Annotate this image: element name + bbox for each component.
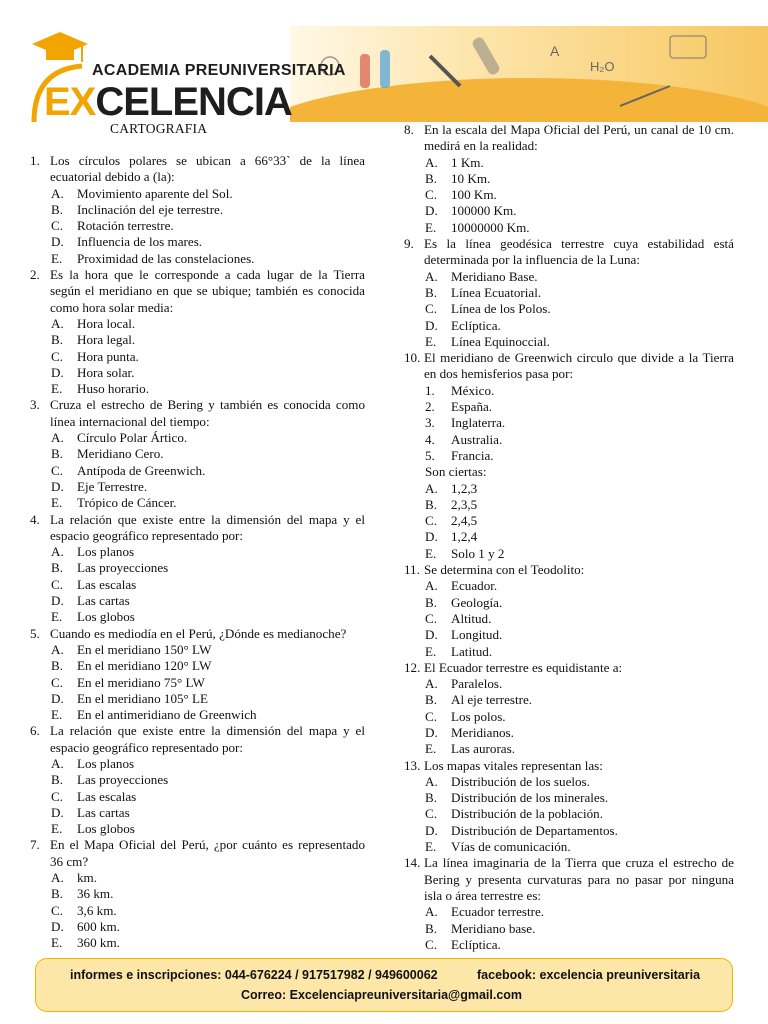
question-text: Es la hora que le corresponde a cada lugar de la Tierra según el meridiano en que se ubique; también es conocida como hora solar media: [50, 267, 365, 315]
answer-option [404, 155, 734, 171]
option-text: Longitud. [451, 627, 503, 643]
answer-option [404, 774, 734, 790]
option-text: Meridianos. [451, 724, 514, 740]
page-title: CARTOGRAFIA [110, 121, 208, 136]
answer-option [404, 921, 734, 937]
option-letter: E. [51, 381, 63, 397]
option-letter: E. [425, 545, 437, 561]
question [30, 267, 365, 316]
answer-option [404, 334, 734, 350]
option-letter: D. [425, 529, 438, 545]
option-text: Paralelos. [451, 676, 503, 692]
option-letter: D. [51, 918, 64, 934]
option-text: 1,2,4 [451, 529, 478, 545]
option-letter: E. [425, 741, 437, 757]
question-text: El meridiano de Greenwich circulo que divide a la Tierra en dos hemisferios pasa por: [424, 350, 734, 382]
option-text: Los globos [77, 609, 135, 625]
answer-option [30, 446, 365, 462]
option-text: Meridiano Base. [451, 268, 538, 284]
question [30, 512, 365, 545]
option-text: Rotación terrestre. [77, 218, 174, 234]
option-text: 36 km. [77, 886, 114, 902]
option-text: En el meridiano 150° LW [77, 641, 212, 657]
option-text: Hora solar. [77, 364, 135, 380]
option-letter: E. [425, 219, 437, 235]
option-text: Geología. [451, 594, 503, 610]
option-text: Solo 1 y 2 [451, 545, 505, 561]
answer-option [30, 642, 365, 658]
option-letter: A. [51, 755, 64, 771]
option-letter: C. [425, 187, 438, 203]
option-letter: D. [51, 478, 64, 494]
answer-option [404, 595, 734, 611]
option-text: Latitud. [451, 643, 493, 659]
option-letter: A. [51, 641, 64, 657]
option-text: Australia. [451, 431, 503, 447]
option-letter: 3. [425, 415, 435, 431]
option-text: 1,2,3 [451, 480, 478, 496]
option-letter: D. [51, 364, 64, 380]
option-text: Los planos [77, 544, 135, 560]
question-block [30, 512, 365, 626]
option-letter: B. [425, 284, 438, 300]
question-number: 3. [30, 397, 40, 413]
answer-option [404, 497, 734, 513]
answer-option [404, 904, 734, 920]
question-block [30, 837, 365, 951]
option-text: Las proyecciones [77, 560, 169, 576]
option-text: Antípoda de Greenwich. [77, 462, 206, 478]
academy-name-line1: ACADEMIA PREUNIVERSITARIA [92, 62, 346, 79]
question [404, 562, 734, 578]
question-text: El Ecuador terrestre es equidistante a: [424, 659, 623, 675]
option-text: Línea Equinoccial. [451, 333, 550, 349]
answer-option [404, 383, 734, 399]
option-letter: D. [425, 203, 438, 219]
answer-option [404, 529, 734, 545]
option-letter: 1. [425, 382, 435, 398]
question [30, 723, 365, 756]
question-block [30, 626, 365, 724]
option-text: México. [451, 382, 495, 398]
option-text: Eclíptica. [451, 936, 501, 952]
option-text: 600 km. [77, 918, 120, 934]
option-text: km. [77, 870, 98, 886]
question-block [30, 267, 365, 397]
answer-option [30, 789, 365, 805]
answer-option [30, 463, 365, 479]
option-text: 100000 Km. [451, 203, 517, 219]
option-letter: B. [51, 560, 64, 576]
answer-option [30, 202, 365, 218]
option-letter: A. [425, 773, 438, 789]
answer-option [404, 318, 734, 334]
question [404, 122, 734, 155]
answer-option [30, 316, 365, 332]
option-letter: E. [425, 839, 437, 855]
option-text: Influencia de los mares. [77, 234, 203, 250]
option-letter: D. [425, 724, 438, 740]
option-text: 10000000 Km. [451, 219, 530, 235]
option-letter: A. [51, 430, 64, 446]
header [0, 0, 768, 136]
answer-option [30, 658, 365, 674]
option-text: Los polos. [451, 708, 506, 724]
lab-doodles-icon [290, 26, 768, 122]
academy-name-rest: CELENCIA [95, 80, 292, 124]
answer-option [30, 430, 365, 446]
answer-option [30, 691, 365, 707]
option-letter: D. [51, 804, 64, 820]
option-letter: C. [51, 674, 64, 690]
answer-option [404, 627, 734, 643]
option-text: Distribución de la población. [451, 806, 603, 822]
question-text: En el Mapa Oficial del Perú, ¿por cuánto es representado 36 cm? [50, 837, 365, 869]
question-block [30, 397, 365, 511]
question-number: 14. [404, 855, 421, 871]
question-block [404, 236, 734, 350]
question-number: 8. [404, 122, 414, 137]
answer-option [404, 741, 734, 757]
question-number: 6. [30, 723, 40, 739]
right-column [404, 122, 734, 953]
answer-option [404, 285, 734, 301]
question [30, 837, 365, 870]
option-text: Huso horario. [77, 381, 150, 397]
option-letter: C. [425, 806, 438, 822]
option-letter: A. [51, 544, 64, 560]
answer-option [30, 186, 365, 202]
answer-option [404, 220, 734, 236]
question-text: La línea imaginaria de la Tierra que cruza el estrecho de Bering y presenta curvaturas para no pasar por ninguna isla o área terrestre es: [424, 855, 734, 903]
answer-option [30, 495, 365, 511]
question-note: Son ciertas: [425, 464, 487, 480]
option-letter: D. [51, 593, 64, 609]
answer-option [404, 578, 734, 594]
answer-option [404, 709, 734, 725]
option-letter: A. [425, 480, 438, 496]
option-text: Francia. [451, 447, 494, 463]
answer-option [30, 479, 365, 495]
option-letter: C. [51, 902, 64, 918]
answer-option [404, 676, 734, 692]
answer-option [30, 218, 365, 234]
option-text: Altitud. [451, 610, 492, 626]
option-letter: E. [51, 821, 63, 837]
answer-option [404, 448, 734, 464]
option-letter: E. [51, 935, 63, 951]
option-text: Distribución de los suelos. [451, 773, 590, 789]
question [404, 350, 734, 383]
option-letter: B. [51, 201, 64, 217]
option-text: En el meridiano 75° LW [77, 674, 205, 690]
option-letter: B. [425, 790, 438, 806]
answer-option [30, 349, 365, 365]
option-letter: B. [51, 886, 64, 902]
option-letter: A. [425, 154, 438, 170]
answer-option [404, 546, 734, 562]
option-text: Distribución de los minerales. [451, 790, 609, 806]
question-block [30, 153, 365, 267]
question [404, 855, 734, 904]
left-column [30, 153, 365, 952]
option-letter: D. [425, 627, 438, 643]
option-letter: B. [425, 692, 438, 708]
answer-option [30, 935, 365, 951]
answer-option [30, 821, 365, 837]
answer-option [30, 365, 365, 381]
contact-facebook: facebook: excelencia preuniversitaria [477, 968, 701, 982]
option-letter: B. [425, 170, 438, 186]
option-letter: D. [425, 317, 438, 333]
question-number: 1. [30, 153, 40, 168]
option-text: Distribución de Departamentos. [451, 822, 618, 838]
answer-option [30, 609, 365, 625]
option-letter: A. [51, 185, 64, 201]
option-text: Proximidad de las constelaciones. [77, 250, 255, 266]
option-letter: C. [425, 513, 438, 529]
question-number: 10. [404, 350, 421, 366]
answer-option [404, 171, 734, 187]
option-text: Al eje terrestre. [451, 692, 533, 708]
option-letter: B. [51, 446, 64, 462]
option-text: Eclíptica. [451, 317, 501, 333]
answer-option [30, 772, 365, 788]
question [30, 153, 365, 186]
answer-option [30, 593, 365, 609]
option-text: Ecuador. [451, 578, 498, 594]
question-number: 7. [30, 837, 40, 853]
option-text: Las escalas [77, 788, 137, 804]
option-letter: D. [51, 690, 64, 706]
question-text: Los mapas vitales representan las: [424, 757, 603, 773]
question-block [30, 723, 365, 837]
contact-footer [35, 958, 733, 1012]
answer-option [404, 513, 734, 529]
question [404, 758, 734, 774]
option-letter: 5. [425, 447, 435, 463]
option-text: Las proyecciones [77, 772, 169, 788]
option-letter: C. [425, 301, 438, 317]
option-text: Hora local. [77, 315, 136, 331]
option-text: Hora legal. [77, 332, 136, 348]
answer-option [404, 611, 734, 627]
answer-option [404, 269, 734, 285]
option-letter: C. [425, 708, 438, 724]
question-text: Cruza el estrecho de Bering y también es conocida como línea internacional del tiempo: [50, 397, 365, 429]
option-letter: B. [51, 332, 64, 348]
answer-option [30, 234, 365, 250]
answer-option [30, 251, 365, 267]
question [404, 660, 734, 676]
option-text: Las cartas [77, 593, 130, 609]
answer-option [404, 481, 734, 497]
question [30, 397, 365, 430]
option-text: En el antimeridiano de Greenwich [77, 707, 257, 723]
answer-option [30, 886, 365, 902]
option-text: Las cartas [77, 804, 130, 820]
question [30, 626, 365, 642]
option-text: En el meridiano 120° LW [77, 658, 212, 674]
question-number: 4. [30, 511, 40, 527]
option-text: 10 Km. [451, 170, 491, 186]
answer-option [404, 399, 734, 415]
question-number: 13. [404, 757, 421, 773]
option-text: Hora punta. [77, 348, 139, 364]
question-block [404, 660, 734, 758]
option-letter: B. [51, 772, 64, 788]
answer-option [30, 756, 365, 772]
option-text: Inglaterra. [451, 415, 506, 431]
answer-option [404, 937, 734, 953]
question-text: Se determina con el Teodolito: [424, 562, 585, 578]
option-text: Línea Ecuatorial. [451, 284, 542, 300]
option-letter: C. [425, 610, 438, 626]
svg-text:H₂O: H₂O [590, 59, 615, 74]
option-text: Los globos [77, 821, 135, 837]
option-letter: C. [51, 218, 64, 234]
question-number: 12. [404, 659, 421, 675]
question-text: La relación que existe entre la dimensión del mapa y el espacio geográfico representado por: [50, 511, 365, 543]
option-letter: A. [425, 904, 438, 920]
option-letter: B. [51, 658, 64, 674]
option-text: Círculo Polar Ártico. [77, 430, 188, 446]
option-letter: E. [51, 609, 63, 625]
option-text: Vías de comunicación. [451, 839, 571, 855]
question-number: 11. [404, 562, 420, 578]
option-letter: D. [425, 822, 438, 838]
answer-option [30, 919, 365, 935]
answer-option [404, 692, 734, 708]
question-text: Cuando es mediodía en el Perú, ¿Dónde es medianoche? [50, 625, 347, 641]
option-text: Línea de los Polos. [451, 301, 551, 317]
answer-option [404, 415, 734, 431]
option-text: Trópico de Cáncer. [77, 495, 177, 511]
option-letter: B. [425, 594, 438, 610]
option-text: En el meridiano 105° LE [77, 690, 209, 706]
question-block [404, 122, 734, 236]
answer-option [404, 839, 734, 855]
option-letter: D. [51, 234, 64, 250]
answer-option [404, 301, 734, 317]
option-text: 3,6 km. [77, 902, 117, 918]
academy-name-line2 [44, 80, 292, 124]
contact-phones: informes e inscripciones: 044-676224 / 917517982 / 949600062 [70, 968, 438, 982]
option-text: Meridiano base. [451, 920, 536, 936]
answer-option [404, 432, 734, 448]
option-text: 100 Km. [451, 187, 497, 203]
science-banner [290, 26, 768, 122]
answer-option [404, 644, 734, 660]
option-letter: B. [425, 496, 438, 512]
option-text: Los planos [77, 755, 135, 771]
option-text: Las auroras. [451, 741, 515, 757]
option-text: Movimiento aparente del Sol. [77, 185, 233, 201]
option-text: Las escalas [77, 576, 137, 592]
answer-option [30, 381, 365, 397]
question-number: 5. [30, 625, 40, 641]
question-text: Los círculos polares se ubican a 66°33` de la línea ecuatorial debido a (la): [50, 153, 365, 185]
option-letter: A. [51, 315, 64, 331]
option-letter: C. [51, 576, 64, 592]
option-text: Eje Terrestre. [77, 478, 148, 494]
answer-option [30, 707, 365, 723]
option-text: Inclinación del eje terrestre. [77, 201, 224, 217]
answer-option [404, 203, 734, 219]
option-letter: A. [51, 870, 64, 886]
question-text: En la escala del Mapa Oficial del Perú, un canal de 10 cm. medirá en la realidad: [424, 122, 734, 154]
option-text: 2,3,5 [451, 496, 478, 512]
option-text: España. [451, 399, 493, 415]
option-letter: E. [51, 250, 63, 266]
answer-option [30, 544, 365, 560]
question-number: 9. [404, 236, 414, 252]
question-block [404, 855, 734, 953]
option-letter: 4. [425, 431, 435, 447]
answer-option [404, 725, 734, 741]
option-letter: E. [425, 333, 437, 349]
answer-option [404, 187, 734, 203]
option-letter: C. [425, 936, 438, 952]
academy-name-ex: EX [44, 80, 96, 124]
option-letter: C. [51, 348, 64, 364]
question-block [404, 758, 734, 856]
question-text: La relación que existe entre la dimensión del mapa y el espacio geográfico representado por: [50, 723, 365, 755]
answer-option [30, 870, 365, 886]
option-text: 2,4,5 [451, 513, 478, 529]
answer-option [404, 823, 734, 839]
option-text: 1 Km. [451, 154, 484, 170]
answer-option [30, 560, 365, 576]
option-letter: 2. [425, 399, 435, 415]
svg-text:A: A [550, 43, 560, 59]
question [404, 236, 734, 269]
answer-option [30, 577, 365, 593]
option-letter: A. [425, 268, 438, 284]
option-text: Meridiano Cero. [77, 446, 164, 462]
answer-option [30, 675, 365, 691]
option-letter: B. [425, 920, 438, 936]
option-letter: E. [51, 707, 63, 723]
question-block [404, 562, 734, 660]
contact-email: Correo: Excelenciapreuniversitaria@gmail.com [241, 988, 523, 1002]
option-letter: C. [51, 788, 64, 804]
option-letter: C. [51, 462, 64, 478]
option-letter: E. [425, 643, 437, 659]
option-letter: A. [425, 578, 438, 594]
answer-option [30, 332, 365, 348]
answer-option [30, 805, 365, 821]
option-text: Ecuador terrestre. [451, 904, 545, 920]
answer-option [404, 790, 734, 806]
question-number: 2. [30, 267, 40, 283]
answer-option [30, 903, 365, 919]
question-text: Es la línea geodésica terrestre cuya estabilidad está determinada por la influencia de la Luna: [424, 236, 734, 268]
question-block [404, 350, 734, 562]
option-letter: E. [51, 495, 63, 511]
answer-option [404, 806, 734, 822]
option-text: 360 km. [77, 935, 120, 951]
option-letter: A. [425, 676, 438, 692]
